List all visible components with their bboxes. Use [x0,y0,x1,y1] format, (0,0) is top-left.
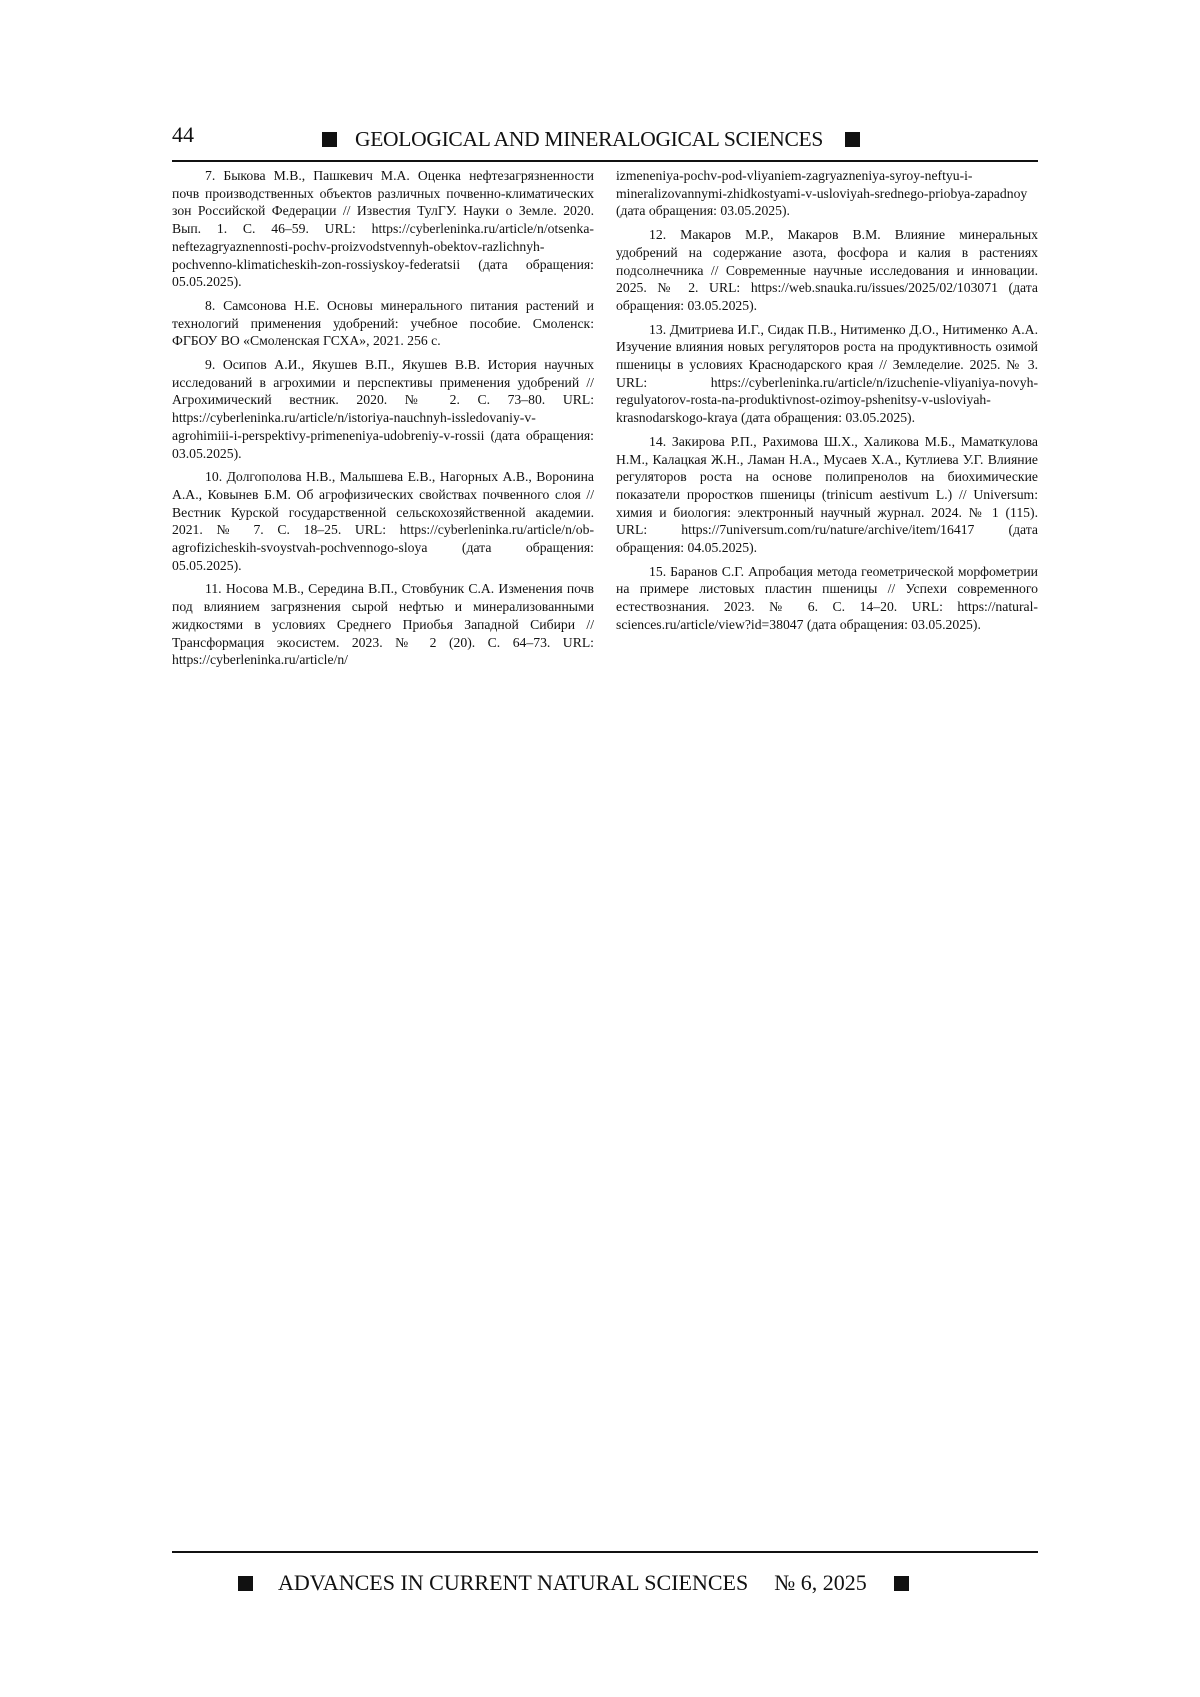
references-left-column [172,167,594,675]
issue-number: № 6, 2025 [774,1570,867,1595]
square-bullet-icon [845,132,860,147]
section-title: GEOLOGICAL AND MINERALOGICAL SCIENCES [355,127,824,151]
reference-item: 15. Баранов С.Г. Апробация метода геометрической морфометрии на примере листовых пластин пшеницы // Успехи современного естествознания. 2023. № 6. С. 14–20. URL: https://natural-sciences.ru/article/view?id=38047 (дата обращения: 03.05.2025). [616,563,1038,632]
page-number: 44 [172,122,194,147]
reference-item: 11. Носова М.В., Середина В.П., Стовбуник С.А. Изменения почв под влиянием загрязнения сырой нефтью и минерализованными жидкостями в условиях Среднего Приобья Западной Сибири // Трансформация экосистем. 2023. № 2 (20). С. 64–73. URL: https://cyberleninka.ru/article/n/ [172,581,594,668]
running-head [322,126,860,152]
references-right-column [616,167,1038,640]
reference-item: 10. Долгополова Н.В., Малышева Е.В., Нагорных А.В., Воронина А.А., Ковынев Б.М. Об агрофизических свойствах почвенного слоя // Вестник Курской государственной сельскохозяйственной академии. 2021. № 7. С. 18–25. URL: https://cyberleninka.ru/article/n/ob-agrofizicheskih-svoystvah-pochvennogo-sloya (дата обращения: 05.05.2025). [172,469,594,573]
reference-item: 8. Самсонова Н.Е. Основы минерального питания растений и технологий применения удобрений: учебное пособие. Смоленск: ФГБОУ ВО «Смоленская ГСХА», 2021. 256 с. [172,297,594,349]
reference-item: 9. Осипов А.И., Якушев В.П., Якушев В.В. История научных исследований в агрохимии и перспективы применения удобрений // Агрохимический вестник. 2020. № 2. С. 73–80. URL: https://cyberleninka.ru/article/n/istoriya-nauchnyh-issledovaniy-v-agrohimiii-i-perspektivy-primeneniya-udobreniy-v-rossii (дата обращения: 03.05.2025). [172,357,594,461]
reference-item: 12. Макаров М.Р., Макаров В.М. Влияние минеральных удобрений на содержание азота, фосфора и калия в растениях подсолнечника // Современные научные исследования и инновации. 2025. № 2. URL: https://web.snauka.ru/issues/2025/02/103071 (дата обращения: 03.05.2025). [616,227,1038,313]
page-header [172,118,1038,162]
page-footer [172,1551,1038,1595]
square-bullet-icon [238,1576,253,1591]
reference-item: 13. Дмитриева И.Г., Сидак П.В., Нитименко Д.О., Нитименко А.А. Изучение влияния новых регуляторов роста на продуктивность озимой пшеницы в условиях Краснодарского края // Земледелие. 2025. № 3. URL: https://cyberleninka.ru/article/n/izuchenie-vliyaniya-novyh-regulyatorov-rosta-na-produktivnost-ozimoy-pshenitsy-v-usloviyah-krasnodarskogo-kraya (дата обращения: 03.05.2025). [616,321,1038,426]
journal-title: ADVANCES IN CURRENT NATURAL SCIENCES [278,1570,749,1595]
square-bullet-icon [322,132,337,147]
reference-item: 14. Закирова Р.П., Рахимова Ш.Х., Халикова М.Б., Маматкулова Н.М., Калацкая Ж.Н., Ламан Н.А., Мусаев Х.А., Кутлиева У.Г. Влияние регуляторов роста на основе полипренолов на биохимические показатели проростков пшеницы (trinicum aestivum L.) // Universum: химия и биология: электронный научный журнал. 2024. № 1 (115). URL: https://7universum.com/ru/nature/archive/item/16417 (дата обращения: 04.05.2025). [616,433,1038,556]
square-bullet-icon [894,1576,909,1591]
footer-running-title [238,1569,909,1597]
reference-item: 7. Быкова М.В., Пашкевич М.А. Оценка нефтезагрязненности почв производственных объектов различных почвенно-климатических зон Российской Федерации // Известия ТулГУ. Науки о Земле. 2020. Вып. 1. С. 46–59. URL: https://cyberleninka.ru/article/n/otsenka-neftezagryaznennosti-pochv-proizvodstvennyh-obektov-razlichnyh-pochvenno-klimaticheskih-zon-rossiyskoy-federatsii (дата обращения: 05.05.2025). [172,168,594,290]
reference-item-continued: izmeneniya-pochv-pod-vliyaniem-zagryazneniya-syroy-neftyu-i-mineralizovannymi-zhidkostyami-v-usloviyah-srednego-priobya-zapadnoy (дата обращения: 03.05.2025). [616,168,1028,219]
